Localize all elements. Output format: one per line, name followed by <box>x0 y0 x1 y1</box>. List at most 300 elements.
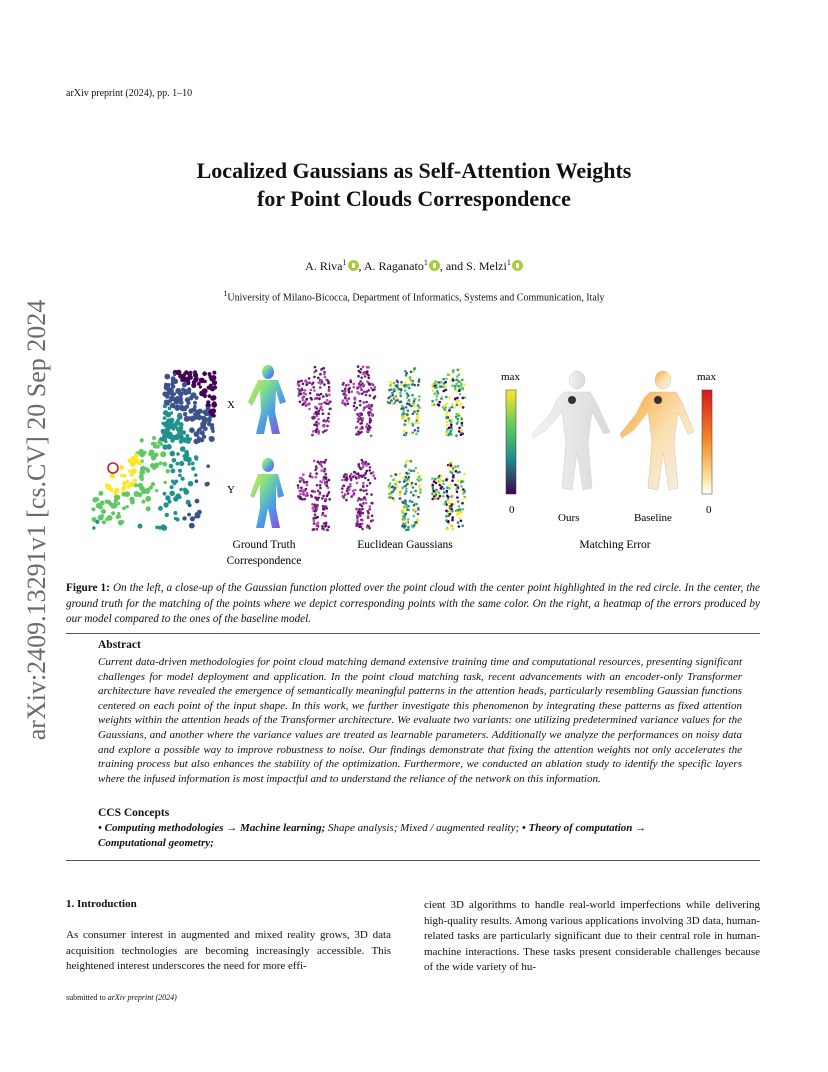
point <box>187 416 192 421</box>
point <box>346 490 349 493</box>
point <box>211 402 217 408</box>
point <box>365 464 368 467</box>
point <box>163 492 167 496</box>
point <box>140 438 144 442</box>
gaussian-closeup-point-cloud <box>91 370 217 531</box>
point <box>300 497 303 500</box>
point <box>445 528 448 531</box>
point <box>442 378 445 381</box>
point <box>178 469 182 473</box>
point <box>407 410 410 413</box>
point <box>186 457 192 463</box>
point <box>198 409 203 414</box>
point <box>106 484 112 490</box>
point <box>391 486 394 489</box>
point <box>343 496 346 499</box>
point <box>206 400 210 404</box>
point <box>306 398 309 401</box>
point <box>328 420 331 423</box>
point <box>438 404 441 407</box>
point <box>366 493 369 496</box>
point <box>164 374 170 380</box>
point <box>315 431 318 434</box>
point <box>450 424 453 427</box>
point <box>126 505 129 508</box>
point <box>360 376 363 379</box>
point <box>458 380 461 383</box>
point <box>306 381 309 384</box>
point <box>435 482 438 485</box>
point <box>141 489 146 494</box>
point <box>325 473 328 476</box>
point <box>306 484 309 487</box>
point <box>107 515 112 520</box>
point <box>397 381 400 384</box>
point <box>445 501 448 504</box>
point <box>413 504 416 507</box>
point <box>366 371 369 374</box>
label-ground-truth-line-1: Ground Truth <box>232 539 296 551</box>
point <box>404 499 407 502</box>
label-euclidean-gaussians: Euclidean Gaussians <box>357 539 453 551</box>
point <box>400 381 403 384</box>
point <box>412 494 415 497</box>
point <box>445 396 448 399</box>
point <box>91 507 95 511</box>
point <box>326 495 329 498</box>
point <box>197 429 200 432</box>
point <box>371 383 374 386</box>
point <box>323 508 326 511</box>
point <box>362 365 365 368</box>
point <box>316 504 319 507</box>
point <box>412 486 415 489</box>
point <box>202 371 207 376</box>
point <box>326 399 329 402</box>
point <box>329 401 332 404</box>
point <box>123 474 127 478</box>
label-ground-truth-line-2: Correspondence <box>226 555 302 567</box>
point <box>418 399 421 402</box>
point <box>359 489 362 492</box>
point <box>306 404 309 407</box>
point <box>359 404 362 407</box>
point <box>320 393 323 396</box>
point <box>406 509 409 512</box>
point <box>111 504 116 509</box>
point <box>407 518 410 521</box>
point <box>138 484 142 488</box>
point <box>325 524 328 527</box>
point <box>179 426 184 431</box>
point <box>401 509 404 512</box>
point <box>328 498 331 501</box>
point <box>452 371 455 374</box>
point <box>415 467 418 470</box>
point <box>448 409 451 412</box>
point <box>363 391 366 394</box>
point <box>176 420 179 423</box>
point <box>410 460 413 463</box>
point <box>366 430 369 433</box>
point <box>405 432 408 435</box>
point <box>190 516 195 521</box>
point <box>445 510 448 513</box>
point <box>419 484 422 487</box>
point <box>304 389 307 392</box>
point <box>153 453 157 457</box>
point <box>365 489 368 492</box>
point <box>342 399 345 402</box>
point <box>363 406 366 409</box>
point <box>446 424 449 427</box>
point <box>191 467 195 471</box>
point <box>312 430 315 433</box>
point <box>173 373 176 376</box>
point <box>443 404 446 407</box>
point <box>343 391 346 394</box>
point <box>177 414 182 419</box>
point <box>433 404 436 407</box>
point <box>372 389 375 392</box>
point <box>440 487 443 490</box>
point <box>371 413 374 416</box>
point <box>456 491 459 494</box>
point <box>403 409 406 412</box>
point <box>359 400 362 403</box>
point <box>367 411 370 414</box>
point <box>364 375 367 378</box>
point <box>440 381 443 384</box>
point <box>348 397 351 400</box>
point <box>408 421 411 424</box>
point <box>434 380 437 383</box>
point <box>447 373 450 376</box>
point <box>184 370 188 374</box>
point <box>313 389 316 392</box>
point <box>172 458 177 463</box>
point <box>319 484 322 487</box>
orcid-icon[interactable] <box>512 260 523 271</box>
point <box>188 371 192 375</box>
point <box>457 420 460 423</box>
point <box>408 384 411 387</box>
point <box>405 372 408 375</box>
point <box>323 514 326 517</box>
point <box>369 482 372 485</box>
point <box>361 392 364 395</box>
point <box>350 495 353 498</box>
point <box>442 483 445 486</box>
point <box>439 495 442 498</box>
point <box>314 406 317 409</box>
point <box>398 481 401 484</box>
point <box>326 507 329 510</box>
point <box>412 515 415 518</box>
point <box>355 476 358 479</box>
point <box>209 411 214 416</box>
point <box>308 377 311 380</box>
point <box>460 418 463 421</box>
point <box>326 395 329 398</box>
point <box>365 401 368 404</box>
point <box>358 476 361 479</box>
point <box>165 495 170 500</box>
point <box>458 430 461 433</box>
row-label-y: Y <box>227 484 235 496</box>
point <box>349 475 352 478</box>
point <box>129 482 134 487</box>
point <box>355 407 358 410</box>
point <box>313 460 316 463</box>
point <box>450 464 453 467</box>
point <box>412 402 415 405</box>
point <box>174 517 178 521</box>
point <box>365 502 368 505</box>
point <box>179 461 184 466</box>
point <box>345 499 348 502</box>
point <box>395 384 398 387</box>
point <box>447 498 450 501</box>
point <box>416 419 419 422</box>
point <box>128 470 131 473</box>
point <box>407 526 410 529</box>
point <box>449 506 452 509</box>
point <box>413 470 416 473</box>
point <box>98 491 103 496</box>
point <box>417 472 420 475</box>
point <box>358 413 361 416</box>
point <box>341 487 344 490</box>
point <box>366 526 369 529</box>
colorbar-left-zero-label: 0 <box>509 504 515 516</box>
point <box>311 434 314 437</box>
point <box>416 415 419 418</box>
point <box>448 502 451 505</box>
section-heading-introduction: 1. Introduction <box>66 898 137 910</box>
point <box>401 417 404 420</box>
center-point-red-circle <box>108 463 118 473</box>
point <box>167 390 172 395</box>
point <box>183 438 188 443</box>
point <box>323 468 326 471</box>
point <box>359 380 362 383</box>
point <box>327 380 330 383</box>
point <box>321 409 324 412</box>
orcid-icon[interactable] <box>348 260 359 271</box>
point <box>419 488 422 491</box>
point <box>179 400 184 405</box>
point <box>460 485 463 488</box>
point <box>446 490 449 493</box>
point <box>364 473 367 476</box>
point <box>452 476 455 479</box>
label-ours: Ours <box>558 512 580 524</box>
point <box>321 525 324 528</box>
point <box>130 473 134 477</box>
point <box>374 386 377 389</box>
point <box>301 403 304 406</box>
point <box>370 493 373 496</box>
point <box>319 487 322 490</box>
point <box>297 484 300 487</box>
point <box>449 430 452 433</box>
point <box>454 466 457 469</box>
point <box>445 416 448 419</box>
point <box>161 422 164 425</box>
point <box>390 399 393 402</box>
point <box>415 483 418 486</box>
point <box>318 422 321 425</box>
point <box>210 377 215 382</box>
euclidean-gaussians-grid <box>297 365 467 531</box>
point <box>392 497 395 500</box>
point <box>206 464 210 468</box>
point <box>434 478 437 481</box>
point <box>392 479 395 482</box>
point <box>439 479 442 482</box>
point <box>408 479 411 482</box>
point <box>163 444 168 449</box>
point <box>322 495 325 498</box>
point <box>110 473 115 478</box>
point <box>369 426 372 429</box>
point <box>448 514 451 517</box>
point <box>410 491 413 494</box>
point <box>405 488 408 491</box>
point <box>459 393 462 396</box>
point <box>348 488 351 491</box>
point <box>361 528 364 531</box>
point <box>457 500 460 503</box>
point <box>351 390 354 393</box>
point <box>434 392 437 395</box>
point <box>166 412 172 418</box>
orcid-icon[interactable] <box>429 260 440 271</box>
point <box>455 416 458 419</box>
point <box>456 485 459 488</box>
abstract-text: Current data-driven methodologies for point cloud matching demand extensive training time and computational resources, presenting significant challenges for model deployment and application. In the point cloud matching task, recent advancements with an encoder-only Transformer architecture have revealed the emergence of semantically meaningful patterns in the attention heads, particularly resembling Gaussian functions centered on each point of the input shape. In this work, we further investigate this phenomenon by integrating these patterns as fixed attention weights within the attention heads of the Transformer architecture. We evaluate two variants: one utilizing predetermined variance values for the Gaussians, and another where the variance values are treated as learnable parameters. Additionally we analyze the performances on noisy data and explore a possible way to improve robustness to noise. Our findings demonstrate that fixing the attention weights not only accelerates the training process but also enhances the stability of the optimization. Furthermore, we conducted an ablation study to identify the specific layers where the infused information is most impactful and to understand the reliance of the network on this information. <box>98 656 742 785</box>
point <box>360 388 363 391</box>
point <box>133 478 137 482</box>
point <box>310 389 313 392</box>
point <box>414 490 417 493</box>
point <box>399 493 402 496</box>
point <box>344 396 347 399</box>
point <box>316 523 319 526</box>
point <box>399 395 402 398</box>
point <box>325 522 328 525</box>
point <box>366 380 369 383</box>
point <box>411 482 414 485</box>
point <box>359 422 362 425</box>
point <box>324 498 327 501</box>
point <box>315 472 318 475</box>
point <box>321 465 324 468</box>
point <box>300 393 303 396</box>
point <box>117 512 120 515</box>
point <box>328 394 331 397</box>
point <box>371 515 374 518</box>
point <box>162 462 167 467</box>
point <box>448 487 451 490</box>
point <box>413 398 416 401</box>
point <box>399 497 402 500</box>
point <box>310 398 313 401</box>
point <box>150 464 153 467</box>
point <box>191 462 195 466</box>
point <box>370 502 373 505</box>
title-line-1: Localized Gaussians as Self-Attention Weights <box>196 158 632 183</box>
point <box>342 383 345 386</box>
point <box>140 466 146 472</box>
point <box>369 417 372 420</box>
point <box>390 388 393 391</box>
point <box>194 473 198 477</box>
point <box>301 388 304 391</box>
point <box>366 405 369 408</box>
point <box>328 479 331 482</box>
point <box>172 481 176 485</box>
ground-truth-shape-x <box>248 365 286 434</box>
point <box>134 453 139 458</box>
point <box>101 514 104 517</box>
point <box>320 469 323 472</box>
point <box>197 439 201 443</box>
point <box>442 480 445 483</box>
point <box>418 380 421 383</box>
point <box>418 476 421 479</box>
point <box>358 497 361 500</box>
point <box>462 508 465 511</box>
point <box>165 513 169 517</box>
point <box>370 520 373 523</box>
point <box>309 472 312 475</box>
point <box>367 515 370 518</box>
point <box>450 421 453 424</box>
point <box>352 383 355 386</box>
point <box>449 407 452 410</box>
body-column-right: cient 3D algorithms to handle real-world imperfections while delivering high-quality results. Among various applications involving 3D data, human-related tasks are particularly significant due to their central role in human-machine interactions. These tasks present considerable challenges because of the wide variety of hu- <box>424 899 760 974</box>
point <box>310 494 313 497</box>
point <box>367 389 370 392</box>
point <box>95 520 99 524</box>
point <box>114 490 119 495</box>
point <box>316 484 319 487</box>
point <box>305 393 308 396</box>
point <box>161 525 167 531</box>
point <box>210 423 214 427</box>
point <box>163 502 168 507</box>
point <box>130 462 135 467</box>
point <box>450 525 453 528</box>
point <box>206 482 210 486</box>
point <box>405 463 408 466</box>
point <box>316 397 319 400</box>
point <box>313 416 316 419</box>
point <box>369 505 372 508</box>
point <box>360 413 363 416</box>
point <box>309 475 312 478</box>
point <box>328 386 331 389</box>
point <box>463 383 466 386</box>
point <box>184 452 189 457</box>
point <box>445 378 448 381</box>
point <box>434 386 437 389</box>
point <box>417 427 420 430</box>
point <box>322 478 325 481</box>
point <box>152 436 156 440</box>
